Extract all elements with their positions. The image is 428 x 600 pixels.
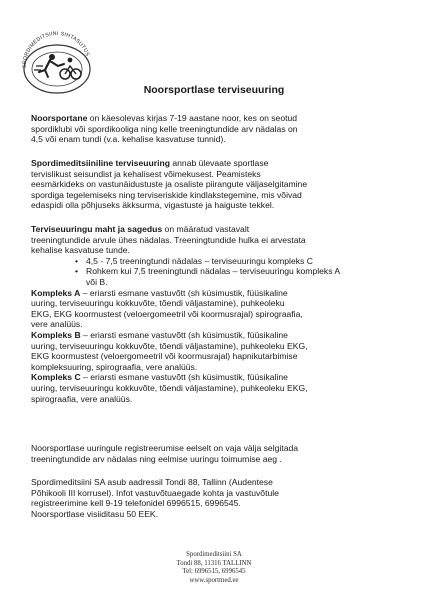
term-terviseuuring: Spordimeditsiiniline terviseuuring — [31, 158, 170, 168]
footer-phone: Tel: 6996515, 6996545 — [182, 568, 246, 576]
term-kompleks-c: Kompleks C — [31, 372, 81, 383]
footer-org: Spordimeditsiini SA — [186, 551, 242, 558]
term-kompleks-a: Kompleks A — [31, 287, 81, 298]
runner-cyclist-icon — [34, 54, 81, 79]
contact-paragraph: Spordimeditsiini SA asub aadressil Tondi 88, Tallinn (Audentese Põhikooli III korrusel). Infot vastuvõtuaegade kohta ja vastuvõtule registreerimine kell 9-19 telefonidel 6996515, 6996545. Noorsportlase visiiditasu 50 EEK. — [31, 477, 279, 519]
term-kompleks-b: Kompleks B — [31, 329, 81, 340]
bullet-item: • Rohkem kui 7,5 treeningtundi nädalas – terviseuuringu kompleks A — [75, 266, 341, 277]
logo-ring-text: SPORDIMEDITSIINI SIHTASUTUS — [21, 30, 91, 69]
scope-paragraph: Terviseuuringu maht ja sagedus on määratud vastavalt treeningtundide arvule ühes nädalas. Treeningtundide hulka ei arvestata kehalise kasvatuse tunde. • 4,5 - 7,5 treeningtundi nädalas – terviseuuringu kompleks C • Rohkem kui 7,5 treeningtundi nädalas – terviseuuringu kompleks A või B. Kompleks A – eriarsti esmane vastuvõtt (sh küsimustik, füüsikaline uuring, terviseuuringu kokkuvõte, tõendi väljastamine), puhkeoleku EKG, EKG koormustest (veloergomeetril või koormusrajal) spirograafia, vere analüüs. Kompleks B – eriarsti esmane vastuvõtt (sh küsimustik, füüsikaline uuring, terviseuuringu kokkuvõte, tõendi väljastamine), puhkeoleku EKG, EKG koormustest (veloergomeetril või koormusrajal) hapnikutarbimise kompleksuuring, spirograafia, vere analüüs. Kompleks C – eriarsti esmane vastuvõtt (sh küsimustik, füüsikaline uuring, terviseuuringu kokkuvõte, tõendi väljastamine), puhkeoleku EKG, spirograafia, vere analüüs. — [31, 224, 411, 404]
health-check-paragraph: Spordimeditsiiniline terviseuuring annab ülevaate sportlase tervislikust seisundist ja kehalisest võimekusest. Peamisteks eesmärkideks on vastunäidustuste ja osaliste piirangute väljaselgitamine spordiga tegelemiseks ning terviseriskide kindlakstegemine, mis võivad edaspidi olla põhjuseks äkksurma, vigastuste ja haiguste tekkel. — [31, 158, 308, 211]
bullet-item: • 4,5 - 7,5 treeningtundi nädalas – terviseuuringu kompleks C — [75, 255, 313, 266]
footer-address — [0, 551, 428, 585]
footer-website[interactable]: www.sportmed.ee — [189, 576, 239, 584]
term-noorsportane: Noorsportane — [31, 113, 88, 123]
term-maht-sagedus: Terviseuuringu maht ja sagedus — [31, 224, 163, 234]
intro-paragraph: Noorsportane on käesolevas kirjas 7-19 aastane noor, kes on seotud spordiklubi või spordikooliga ning kelle treeningtundide arv nädalas on 4,5 või enam tundi (v.a. kehalise kasvatuse tunnid). — [31, 113, 298, 145]
registration-paragraph: Noorsportlase uuringule registreerumise eelselt on vaja välja selgitada treeningtundide arv nädalas ning eelmise uuringu toimumise aeg . — [31, 443, 299, 464]
footer-street: Tondi 88, 11316 TALLINN — [176, 559, 252, 567]
page-title: Noorsportlase terviseuuring — [143, 84, 285, 96]
